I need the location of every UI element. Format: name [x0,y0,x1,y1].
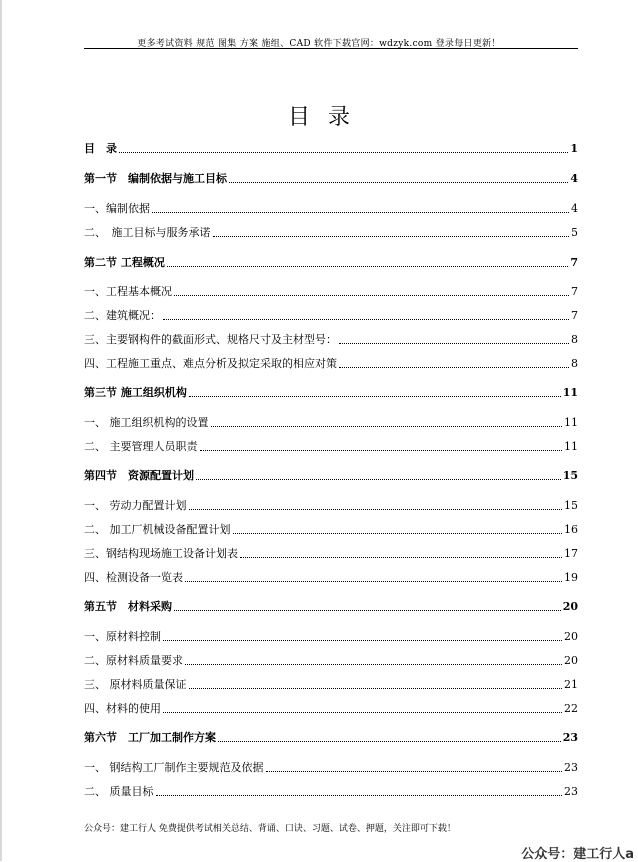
toc-item-row[interactable] [84,761,578,775]
toc-dot-leader [156,795,563,796]
toc-item-row[interactable] [84,309,578,323]
toc-page-number: 1 [570,142,578,155]
toc-dot-leader [233,533,563,534]
toc-dot-leader [211,426,563,427]
toc-entry-label: 第四节 资源配置计划 [84,469,194,482]
toc-page-number: 23 [564,761,578,774]
toc-entry-label: 三、钢结构现场施工设备计划表 [84,547,238,560]
toc-dot-leader [213,236,570,237]
toc-item-row[interactable] [84,357,578,371]
page-footer-text: 公众号：建工行人 免费提供考试相关总结、背诵、口诀、习题、试卷、押题，关注即可下载！ [84,824,456,834]
toc-dot-leader [167,266,569,267]
toc-entry-label: 二、 施工目标与服务承诺 [84,226,211,239]
toc-dot-leader [218,741,561,742]
toc-section-row[interactable] [84,256,578,270]
toc-item-row[interactable] [84,416,578,430]
toc-entry-label: 一、 施工组织机构的设置 [84,416,209,429]
toc-dot-leader [163,712,562,713]
toc-page-number: 23 [562,731,578,744]
toc-entry-label: 一、 劳动力配置计划 [84,499,187,512]
toc-page-number: 22 [564,702,578,715]
toc-entry-label: 一、 钢结构工厂制作主要规范及依据 [84,761,264,774]
brand-watermark: 公众号：建工行人a [521,847,634,862]
toc-entry-label: 二、 主要管理人员职责 [84,440,198,453]
toc-section-row[interactable] [84,386,578,400]
toc-dot-leader [339,343,569,344]
toc-dot-leader [185,664,562,665]
toc-item-row[interactable] [84,202,578,216]
toc-dot-leader [200,450,563,451]
toc-dot-leader [189,688,563,689]
toc-page-number: 7 [571,309,578,322]
toc-item-row[interactable] [84,440,578,454]
toc-page-number: 20 [562,600,578,613]
toc-dot-leader [185,581,562,582]
toc-section-row[interactable] [84,469,578,483]
toc-item-row[interactable] [84,226,578,240]
toc-entry-label: 一、工程基本概况 [84,285,172,298]
toc-section-row[interactable] [84,172,578,186]
toc-dot-leader [240,557,562,558]
toc-page-number: 7 [571,285,578,298]
toc-dot-leader [119,152,568,153]
toc-entry-label: 第三节 施工组织机构 [84,386,187,399]
toc-dot-leader [163,640,562,641]
toc-entry-label: 三、 原材料质量保证 [84,678,187,691]
toc-entry-label: 第六节 工厂加工制作方案 [84,731,216,744]
toc-section-row[interactable] [84,142,578,156]
toc-entry-label: 四、材料的使用 [84,702,161,715]
header-rule [84,48,578,49]
toc-dot-leader [174,295,569,296]
toc-page-number: 7 [570,256,578,269]
toc-item-row[interactable] [84,523,578,537]
toc-entry-label: 二、 加工厂机械设备配置计划 [84,523,231,536]
toc-item-row[interactable] [84,499,578,513]
page-title: 目录 [287,105,368,130]
toc-item-row[interactable] [84,654,578,668]
toc-entry-label: 一、编制依据 [84,202,150,215]
toc-entry-label: 第一节 编制依据与施工目标 [84,172,227,185]
toc-entry-label: 三、主要钢构件的截面形式、规格尺寸及主材型号： [84,333,337,346]
toc-entry-label: 二、建筑概况： [84,309,161,322]
toc-page-number: 15 [564,499,578,512]
toc-page-number: 17 [564,547,578,560]
toc-dot-leader [189,509,563,510]
toc-entry-label: 二、原材料质量要求 [84,654,183,667]
toc-entry-label: 第五节 材料采购 [84,600,172,613]
toc-entry-label: 第二节 工程概况 [84,256,165,269]
page-header-text: 更多考试资料 规范 图集 方案 施组、CAD 软件下载官网：wdzyk.com 登录每日更新！ [137,39,501,49]
toc-page-number: 19 [564,571,578,584]
toc-dot-leader [196,479,561,480]
toc-dot-leader [152,212,569,213]
toc-entry-label: 一、原材料控制 [84,630,161,643]
toc-dot-leader [339,367,569,368]
toc-dot-leader [266,771,563,772]
toc-item-row[interactable] [84,571,578,585]
toc-entry-label: 四、工程施工重点、难点分析及拟定采取的相应对策 [84,357,337,370]
toc-page-number: 11 [564,440,578,453]
toc-item-row[interactable] [84,547,578,561]
toc-dot-leader [229,182,568,183]
toc-item-row[interactable] [84,678,578,692]
toc-page-number: 4 [571,202,578,215]
toc-section-row[interactable] [84,731,578,745]
toc-item-row[interactable] [84,630,578,644]
toc-dot-leader [174,610,561,611]
toc-dot-leader [163,319,569,320]
toc-item-row[interactable] [84,333,578,347]
toc-dot-leader [189,396,561,397]
toc-page-number: 11 [562,386,578,399]
toc-page-number: 23 [564,785,578,798]
toc-page-number: 8 [571,357,578,370]
toc-page-number: 20 [564,630,578,643]
toc-page-number: 8 [571,333,578,346]
toc-entry-label: 目 录 [84,142,117,155]
toc-item-row[interactable] [84,702,578,716]
toc-item-row[interactable] [84,785,578,799]
toc-page-number: 20 [564,654,578,667]
toc-item-row[interactable] [84,285,578,299]
toc-page-number: 15 [562,469,578,482]
toc-page-number: 21 [564,678,578,691]
toc-page-number: 4 [570,172,578,185]
toc-page-number: 16 [564,523,578,536]
toc-page-number: 11 [564,416,578,429]
toc-entry-label: 二、 质量目标 [84,785,154,798]
toc-entry-label: 四、检测设备一览表 [84,571,183,584]
toc-page-number: 5 [571,226,578,239]
toc-section-row[interactable] [84,600,578,614]
